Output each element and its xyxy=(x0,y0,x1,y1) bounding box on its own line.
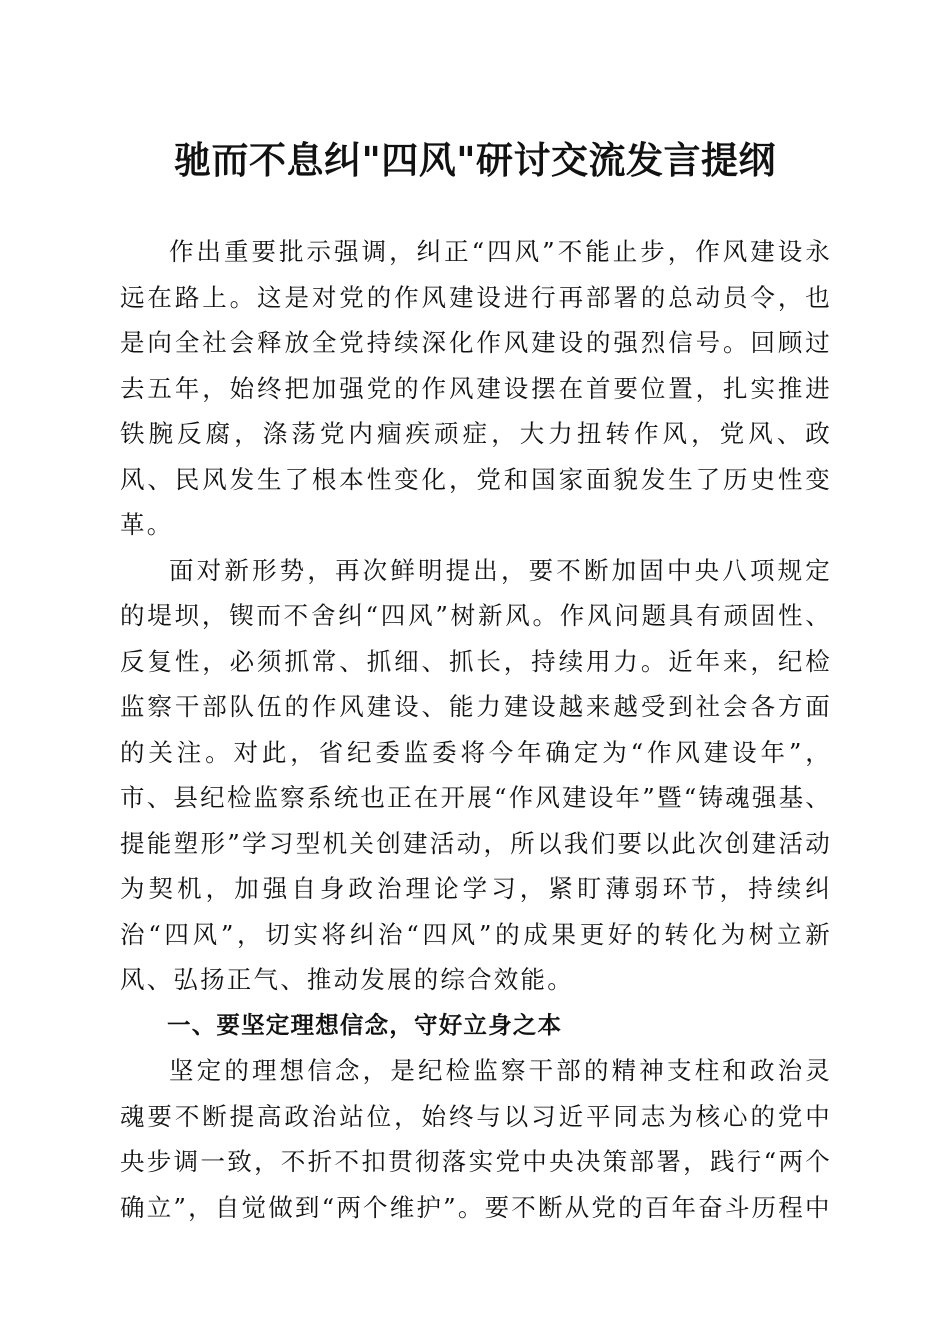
section-1-paragraph: 坚定的理想信念，是纪检监察干部的精神支柱和政治灵魂要不断提高政治站位，始终与以习近平同志为核心的党中央步调一致，不折不扣贯彻落实党中央决策部署，践行“两个确立”，自觉做到“两个维护”。要不断从党的百年奋斗历程中 xyxy=(120,1056,832,1222)
section-heading-1: 一、要坚定理想信念，守好立身之本 xyxy=(167,1010,563,1039)
paragraph-1: 作出重要批示强调，纠正“四风”不能止步，作风建设永远在路上。这是对党的作风建设进行再部署的总动员令，也是向全社会释放全党持续深化作风建设的强烈信号。回顾过去五年，始终把加强党的作风建设摆在首要位置，扎实推进铁腕反腐，涤荡党内痼疾顽症，大力扭转作风，党风、政风、民风发生了根本性变化，党和国家面貌发生了历史性变革。 xyxy=(120,237,832,539)
paragraph-2: 面对新形势，再次鲜明提出，要不断加固中央八项规定的堤坝，锲而不舍纠“四风”树新风。作风问题具有顽固性、反复性，必须抓常、抓细、抓长，持续用力。近年来，纪检监察干部队伍的作风建设、能力建设越来越受到社会各方面的关注。对此，省纪委监委将今年确定为“作风建设年”，市、县纪检监察系统也正在开展“作风建设年”暨“铸魂强基、提能塑形”学习型机关创建活动，所以我们要以此次创建活动为契机，加强自身政治理论学习，紧盯薄弱环节，持续纠治“四风”，切实将纠治“四风”的成果更好的转化为树立新风、弘扬正气、推动发展的综合效能。 xyxy=(120,555,832,994)
document-body xyxy=(120,229,832,1230)
document-title: 驰而不息纠"四风"研讨交流发言提纲 xyxy=(173,138,777,182)
